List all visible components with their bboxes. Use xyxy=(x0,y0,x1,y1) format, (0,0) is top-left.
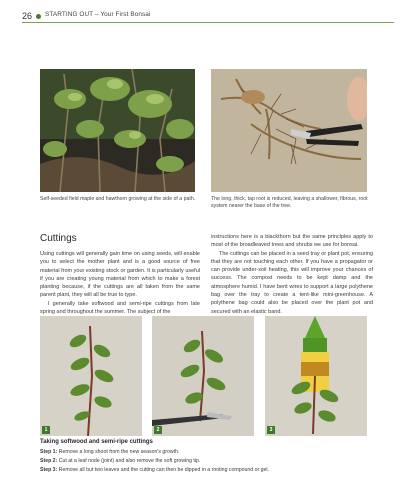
photo-hedgerow-saplings xyxy=(40,69,195,192)
caption-hedgerow: Self-seeded field maple and hawthorn growing at the side of a path. xyxy=(40,196,196,202)
photo-root-pruning xyxy=(211,69,367,192)
step-label-3: Step 3: xyxy=(40,467,58,473)
step-line-1 xyxy=(40,449,179,455)
step-badge-3: 3 xyxy=(267,426,275,434)
col2-paragraph-2: The cuttings can be placed in a seed tray or plant pot, ensuring that they are not touching each other. If you have a propagator or can provide under-soil heating, this will improve your chances of success. The compost needs to be kept damp and the atmosphere humid. I have bent wires to support a large polythene bag over the tray to create a tent-like mini-greenhouse. A polythene bag could also be placed over the plant pot and secured with an elastic band. xyxy=(211,250,373,315)
photo-step-1 xyxy=(40,316,142,436)
photo-step-2 xyxy=(152,316,254,436)
step-label-2: Step 2: xyxy=(40,458,58,464)
body-column-1 xyxy=(40,250,200,316)
caption-root-pruning: The long, thick, tap root is reduced, leaving a shallower, fibrous, root system nearer the base of the tree. xyxy=(211,196,368,210)
header-rule xyxy=(22,22,394,23)
step-line-2 xyxy=(40,458,200,464)
section-heading: Cuttings xyxy=(40,233,77,244)
step-badge-1: 1 xyxy=(42,426,50,434)
step-text-1: Remove a long shoot from the new season's growth. xyxy=(58,449,180,455)
steps-title: Taking softwood and semi-ripe cuttings xyxy=(40,439,153,445)
col1-paragraph-2: I generally take softwood and semi-ripe cuttings from late spring and throughout the summer. The subject of the xyxy=(40,300,200,316)
photo-step-3 xyxy=(265,316,367,436)
body-column-2 xyxy=(211,233,373,316)
step-text-3: Remove all but two leaves and the cutting can then be dipped in a rooting compound or gel. xyxy=(58,467,269,473)
step-label-1: Step 1: xyxy=(40,449,58,455)
step-text-2: Cut at a leaf node (joint) and also remove the soft growing tip. xyxy=(58,458,201,464)
col1-paragraph-1: Using cuttings will generally gain time on using seeds, will enable you to select the mother plant and is a good source of free material from your existing stock or garden. It is particularly useful if you are creating young material from which to make a forest planting because, if the cuttings are all taken from the same parent plant, they will all be true to type. xyxy=(40,251,200,299)
running-header-title: STARTING OUT – Your First Bonsai xyxy=(45,11,151,18)
step-line-3 xyxy=(40,467,269,473)
step-badge-2: 2 xyxy=(154,426,162,434)
page-header xyxy=(0,0,416,34)
bullet-dot-icon xyxy=(36,14,41,19)
col2-paragraph-1: instructions here is a blackthorn but the same principles apply to most of the broadleaved trees and shrubs we use for bonsai. xyxy=(211,234,373,249)
page-number: 26 xyxy=(22,11,33,21)
